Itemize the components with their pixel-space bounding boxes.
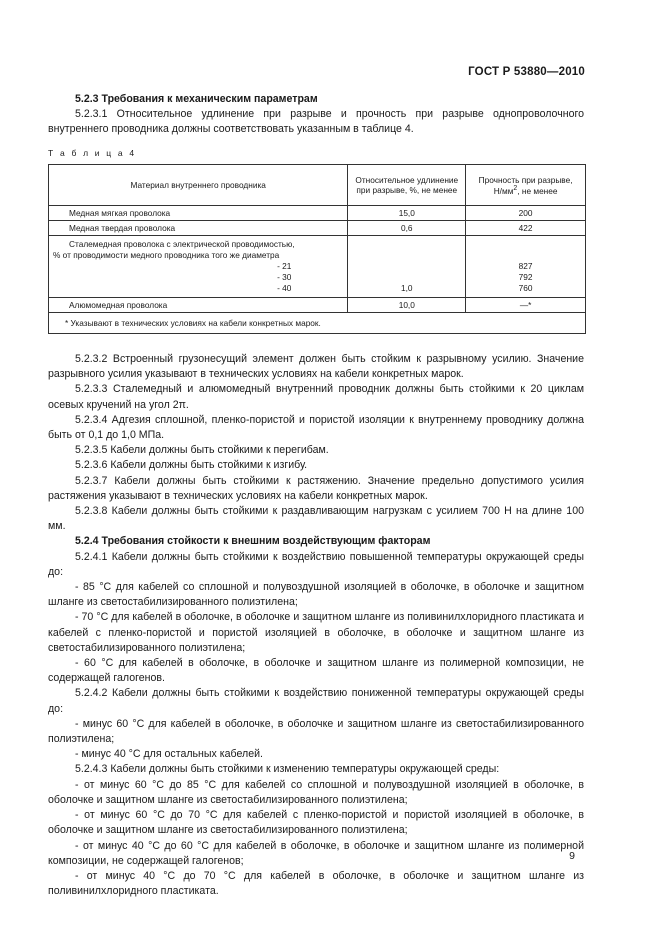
column-header: Прочность при разрыве, $Н/мм^2$, не менее bbox=[466, 165, 586, 206]
table-4 bbox=[48, 164, 586, 334]
table-header-row bbox=[49, 165, 586, 206]
table-cell: 422 bbox=[466, 221, 586, 236]
table-footnote: * Указывают в технических условиях на кабели конкретных марок. bbox=[49, 313, 586, 334]
section-5-2-3 bbox=[48, 92, 584, 138]
paragraph: 5.2.3.4 Адгезия сплошной, пленко-пористой и пористой изоляции к внутреннему проводнику должна быть от 0,1 до 1,0 МПа. bbox=[48, 413, 584, 442]
table-cell: 1,0 bbox=[348, 236, 466, 298]
list-item: - минус 40 °С для остальных кабелей. bbox=[75, 748, 263, 761]
list-item: - 60 °С для кабелей в оболочке, в оболочке и защитном шланге из полимерной композиции, не содержащей галогенов. bbox=[48, 657, 584, 685]
table-cell: —* bbox=[466, 298, 586, 313]
table-row bbox=[49, 221, 586, 236]
paragraph: 5.2.3.5 Кабели должны быть стойкими к перегибам. bbox=[75, 444, 329, 457]
paragraph: 5.2.3.8 Кабели должны быть стойкими к раздавливающим нагрузкам с усилием 700 Н на длине 100 мм. bbox=[48, 505, 584, 533]
section-heading: 5.2.3 Требования к механическим параметрам bbox=[75, 93, 318, 105]
table-cell: Медная твердая проволока bbox=[49, 221, 348, 236]
table-row bbox=[49, 236, 586, 298]
page-number: 9 bbox=[569, 850, 575, 862]
paragraph: 5.2.3.6 Кабели должны быть стойкими к изгибу. bbox=[75, 459, 308, 472]
table-cell: Медная мягкая проволока bbox=[49, 206, 348, 221]
paragraph: 5.2.3.7 Кабели должны быть стойкими к растяжению. Значение предельно допустимого усилия растяжения указывают в технических условиях на кабели конкретных марок. bbox=[48, 474, 584, 502]
list-item: - от минус 60 °С до 85 °С для кабелей со сплошной и полувоздушной изоляцией в оболочке, в оболочке и защитном шланге из светостабилизированного полиэтилена; bbox=[48, 778, 584, 806]
list-item: - 70 °С для кабелей в оболочке, в оболочке и защитном шланге из поливинилхлоридного пластиката и кабелей с пленко-пористой и пористой изоляцией в оболочке, в оболочке и защитном шланге из светостабилизированного полиэтилена; bbox=[48, 611, 584, 654]
table-cell: 15,0 bbox=[348, 206, 466, 221]
section-5-2-3-continued bbox=[48, 352, 584, 899]
list-item: - 85 °С для кабелей со сплошной и полувоздушной изоляцией в оболочке, в оболочке и защитном шланге из светостабилизированного полиэтилена; bbox=[48, 581, 584, 609]
table-cell: 200 bbox=[466, 206, 586, 221]
table-row bbox=[49, 298, 586, 313]
paragraph: 5.2.4.2 Кабели должны быть стойкими к воздействию пониженной температуры окружающей среды до: bbox=[48, 687, 584, 715]
list-item: - от минус 40 °С до 70 °С для кабелей в оболочке, в оболочке и защитном шланге из поливинилхлоридного пластиката. bbox=[48, 869, 584, 898]
list-item: - минус 60 °С для кабелей в оболочке, в оболочке и защитном шланге из светостабилизированного полиэтилена; bbox=[48, 717, 584, 746]
section-heading: 5.2.4 Требования стойкости к внешним воздействующим факторам bbox=[75, 535, 431, 548]
table-row bbox=[49, 206, 586, 221]
standard-number: ГОСТ Р 53880—2010 bbox=[468, 66, 585, 78]
table-cell: 827 792 760 bbox=[466, 236, 586, 298]
table-cell: Сталемедная проволока с электрической проводимостью, % от проводимости медного проводника того же диаметра - 21 - 30 - 40 bbox=[49, 236, 348, 298]
table-cell: 0,6 bbox=[348, 221, 466, 236]
paragraph: 5.2.4.1 Кабели должны быть стойкими к воздействию повышенной температуры окружающей среды до: bbox=[48, 550, 584, 578]
paragraph: 5.2.4.3 Кабели должны быть стойкими к изменению температуры окружающей среды: bbox=[75, 763, 500, 776]
table-cell: Алюмомедная проволока bbox=[49, 298, 348, 313]
paragraph: 5.2.3.1 Относительное удлинение при разрыве и прочность при разрыве однопроволочного внутреннего проводника должны соответствовать указанным в таблице 4. bbox=[48, 108, 584, 136]
column-header: Относительное удлинение при разрыве, %, не менее bbox=[348, 165, 466, 206]
table-cell: 10,0 bbox=[348, 298, 466, 313]
table-caption: Т а б л и ц а 4 bbox=[48, 148, 137, 158]
paragraph: 5.2.3.2 Встроенный грузонесущий элемент должен быть стойким к разрывному усилию. Значение разрывного усилия указывают в технических условиях на кабели конкретных марок. bbox=[48, 353, 584, 381]
table-footnote-row bbox=[49, 313, 586, 334]
list-item: - от минус 60 °С до 70 °С для кабелей с пленко-пористой и пористой изоляцией в оболочке, в оболочке и защитном шланге из светостабилизированного полиэтилена; bbox=[48, 809, 584, 837]
column-header: Материал внутреннего проводника bbox=[49, 165, 348, 206]
list-item: - от минус 40 °С до 60 °С для кабелей в оболочке, в оболочке и защитном шланге из полимерной композиции, не содержащей галогенов; bbox=[48, 839, 584, 867]
paragraph: 5.2.3.3 Сталемедный и алюмомедный внутренний проводник должны быть стойкими к 20 циклам осевых кручений на угол 2π. bbox=[48, 383, 584, 411]
